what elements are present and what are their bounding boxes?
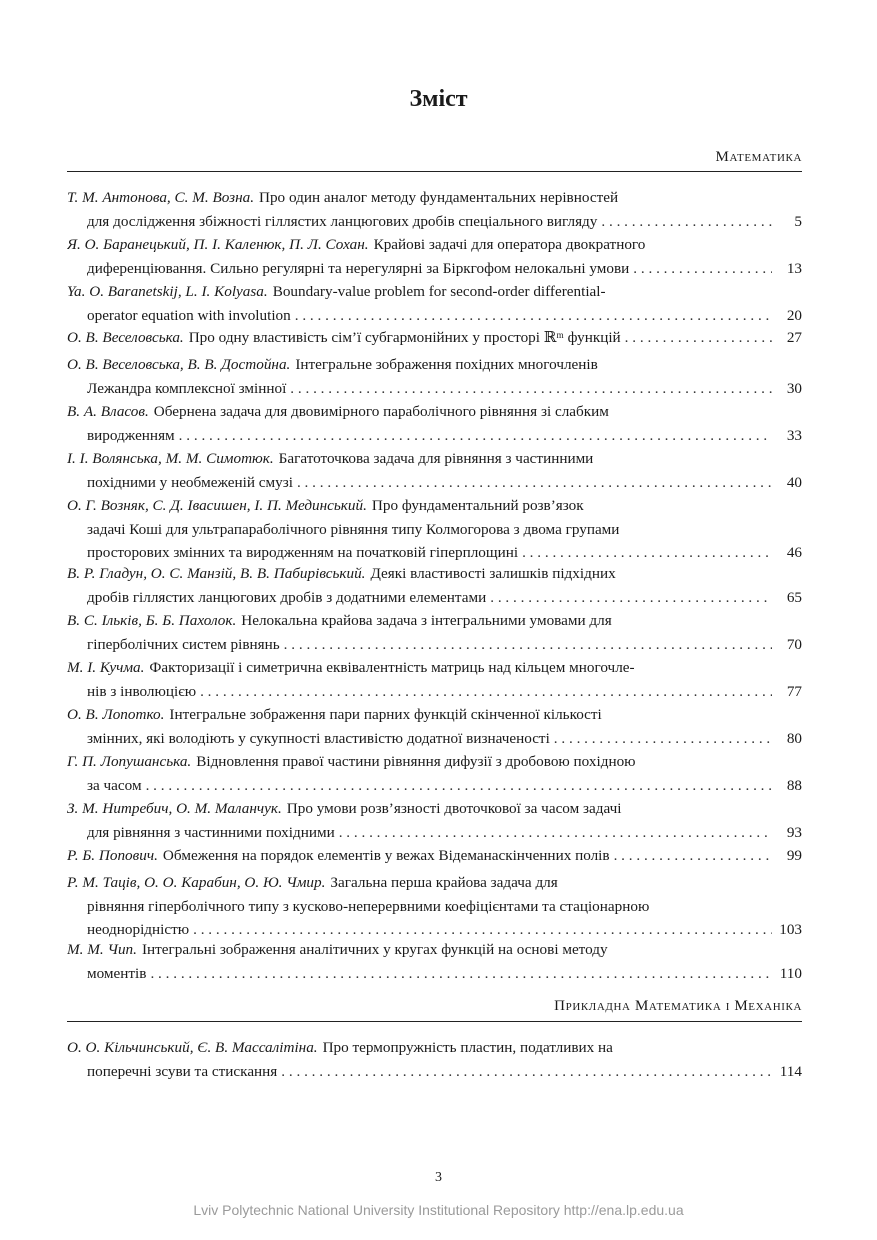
toc-entry[interactable]: [67, 233, 802, 280]
entry-authors: В. С. Ільків, Б. Б. Пахолок.: [67, 612, 237, 629]
entry-title-line: Загальна перша крайова задача для: [330, 874, 558, 891]
toc-entry[interactable]: [67, 750, 802, 797]
dot-leader: [339, 821, 772, 845]
entry-title-line: задачі Коші для ультрапараболічного рівняння типу Колмогорова з двома групами: [87, 520, 620, 538]
page-number: 3: [435, 1170, 442, 1185]
entry-page-number: 13: [786, 259, 802, 277]
entry-title-line: рівняння гіперболічного типу з кусково-неперервними коефіцієнтами та стаціонарною: [87, 897, 650, 915]
entry-title-line: змінних, які володіють у сукупності властивістю додатної визначеності: [87, 729, 550, 747]
section-heading: Прикладна Математика і Механіка: [554, 998, 802, 1014]
entry-authors: О. В. Веселовська, В. В. Достойна.: [67, 356, 291, 373]
entry-title-line: Про фундаментальний розв’язок: [371, 497, 584, 514]
entry-authors: О. Г. Возняк, С. Д. Івасишен, І. П. Мединський.: [67, 497, 367, 514]
entry-title-line: за часом: [87, 776, 142, 794]
entry-title-line: Відновлення правої частини рівняння дифузії з дробовою похідною: [196, 753, 636, 770]
entry-title-line: Нелокальна крайова задача з інтегральними умовами для: [241, 612, 612, 629]
entry-title-line: неоднорідністю: [87, 921, 190, 938]
entry-title-line: Багатоточкова задача для рівняння з частинними: [278, 450, 594, 467]
entry-page-number: 88: [786, 776, 802, 794]
entry-title-line: дробів гіллястих ланцюгових дробів з додатними елементами: [87, 588, 487, 606]
dot-leader: [601, 210, 772, 234]
entry-authors: О. В. Веселовська.: [67, 329, 184, 346]
entry-title-line: для дослідження збіжності гіллястих ланцюгових дробів спеціального вигляду: [87, 212, 598, 230]
toc-entry[interactable]: [67, 186, 802, 233]
entry-title-line: Факторизації і симетрична еквівалентність матриць над кільцем многочле-: [149, 659, 635, 676]
dot-leader: [200, 680, 772, 704]
entry-title-line: диференціювання. Сильно регулярні та нерегулярні за Біркгофом нелокальні умови: [87, 259, 630, 277]
section-divider: [67, 1021, 802, 1022]
entry-title-line: Про термопружність пластин, податливих на: [322, 1039, 613, 1056]
entry-authors: Р. Б. Попович.: [67, 847, 158, 864]
dot-leader: [281, 1060, 772, 1084]
dot-leader: [614, 844, 772, 868]
entry-page-number: 20: [786, 306, 802, 324]
dot-leader: [554, 727, 772, 751]
dot-leader: [150, 962, 772, 986]
dot-leader: [625, 326, 772, 350]
entry-page-number: 103: [779, 921, 802, 938]
toc-entry[interactable]: [67, 280, 802, 327]
entry-authors: З. М. Нитребич, О. М. Маланчук.: [67, 800, 282, 817]
entry-authors: О. О. Кільчинський, Є. В. Массалітіна.: [67, 1039, 318, 1056]
entry-authors: М. І. Кучма.: [67, 659, 145, 676]
entry-page-number: 80: [786, 729, 802, 747]
entry-title-line: поперечні зсуви та стискання: [87, 1062, 278, 1080]
repository-footer: Lviv Polytechnic National University Institutional Repository http://ena.lp.edu.ua: [193, 1202, 684, 1218]
toc-entry[interactable]: [67, 326, 802, 350]
toc-entry[interactable]: [67, 353, 802, 400]
toc-entry[interactable]: [67, 447, 802, 494]
entry-title-line: моментів: [87, 964, 147, 982]
entry-authors: Т. М. Антонова, С. М. Возна.: [67, 189, 254, 206]
entry-title-line: operator equation with involution: [87, 306, 291, 324]
toc-entry[interactable]: [67, 938, 802, 985]
entry-title-line: Інтегральне зображення пари парних функцій скінченної кількості: [169, 706, 602, 723]
entry-authors: Я. О. Баранецький, П. І. Каленюк, П. Л. Сохан.: [67, 236, 369, 253]
dot-leader: [146, 774, 772, 798]
entry-page-number: 114: [779, 1062, 802, 1080]
section-heading: Математика: [715, 149, 802, 165]
entry-title-line: Інтегральне зображення похідних многочленів: [295, 356, 598, 373]
dot-leader: [633, 257, 772, 281]
toc-entry[interactable]: [67, 871, 802, 942]
entry-title-line: Boundary-value problem for second-order differential-: [272, 283, 606, 300]
entry-title-line: Інтегральні зображення аналітичних у кругах функцій на основі методу: [141, 941, 608, 958]
entry-authors: В. Р. Гладун, О. С. Манзій, В. В. Пабирівський.: [67, 565, 366, 582]
entry-title-line: Про одну властивість сім’ї субгармонійних у просторі ℝᵐ функцій: [188, 329, 621, 346]
entry-title-line: виродженням: [87, 426, 175, 444]
dot-leader: [179, 424, 772, 448]
toc-entry[interactable]: [67, 400, 802, 447]
entry-page-number: 110: [779, 964, 802, 982]
section-divider: [67, 171, 802, 172]
entry-authors: Ya. O. Baranetskij, L. I. Kolyasa.: [67, 283, 268, 300]
entry-authors: І. І. Волянська, М. М. Симотюк.: [67, 450, 274, 467]
toc-entry[interactable]: [67, 1036, 802, 1083]
entry-title-line: Обмеження на порядок елементів у вежах Відеманаскінченних полів: [162, 847, 610, 864]
entry-page-number: 65: [786, 588, 802, 606]
entry-title-line: Крайові задачі для оператора двократного: [373, 236, 646, 253]
page-title: Зміст: [409, 86, 468, 112]
entry-page-number: 27: [786, 329, 802, 346]
entry-authors: М. М. Чип.: [67, 941, 137, 958]
entry-authors: В. А. Власов.: [67, 403, 149, 420]
toc-entry[interactable]: [67, 703, 802, 750]
toc-entry[interactable]: [67, 562, 802, 609]
toc-entry[interactable]: [67, 494, 802, 565]
dot-leader: [490, 586, 772, 610]
entry-title-line: Деякі властивості залишків підхідних: [370, 565, 616, 582]
entry-page-number: 30: [786, 379, 802, 397]
entry-title-line: гіперболічних систем рівнянь: [87, 635, 280, 653]
entry-title-line: Лежандра комплексної змінної: [87, 379, 287, 397]
entry-page-number: 70: [786, 635, 802, 653]
toc-entry[interactable]: [67, 844, 802, 868]
entry-page-number: 33: [786, 426, 802, 444]
dot-leader: [284, 633, 772, 657]
entry-page-number: 77: [786, 682, 802, 700]
toc-entry[interactable]: [67, 797, 802, 844]
toc-entry[interactable]: [67, 656, 802, 703]
dot-leader: [522, 541, 772, 565]
toc-entry[interactable]: [67, 609, 802, 656]
entry-title-line: для рівняння з частинними похідними: [87, 823, 335, 841]
entry-title-line: Про умови розв’язності двоточкової за часом задачі: [286, 800, 622, 817]
entry-page-number: 99: [786, 847, 802, 864]
dot-leader: [290, 377, 772, 401]
entry-title-line: просторових змінних та виродженням на початковій гіперплощині: [87, 544, 519, 561]
entry-page-number: 5: [794, 212, 802, 230]
entry-title-line: Обернена задача для двовимірного параболічного рівняння зі слабким: [153, 403, 609, 420]
entry-page-number: 46: [786, 544, 802, 561]
entry-title-line: Про один аналог методу фундаментальних нерівностей: [259, 189, 619, 206]
entry-authors: О. В. Лопотко.: [67, 706, 165, 723]
entry-page-number: 40: [786, 473, 802, 491]
entry-authors: Р. М. Таців, О. О. Карабин, О. Ю. Чмир.: [67, 874, 326, 891]
dot-leader: [295, 304, 772, 328]
entry-authors: Г. П. Лопушанська.: [67, 753, 192, 770]
dot-leader: [297, 471, 772, 495]
entry-title-line: похідними у необмеженій смузі: [87, 473, 293, 491]
entry-page-number: 93: [786, 823, 802, 841]
entry-title-line: нів з інволюцією: [87, 682, 197, 700]
